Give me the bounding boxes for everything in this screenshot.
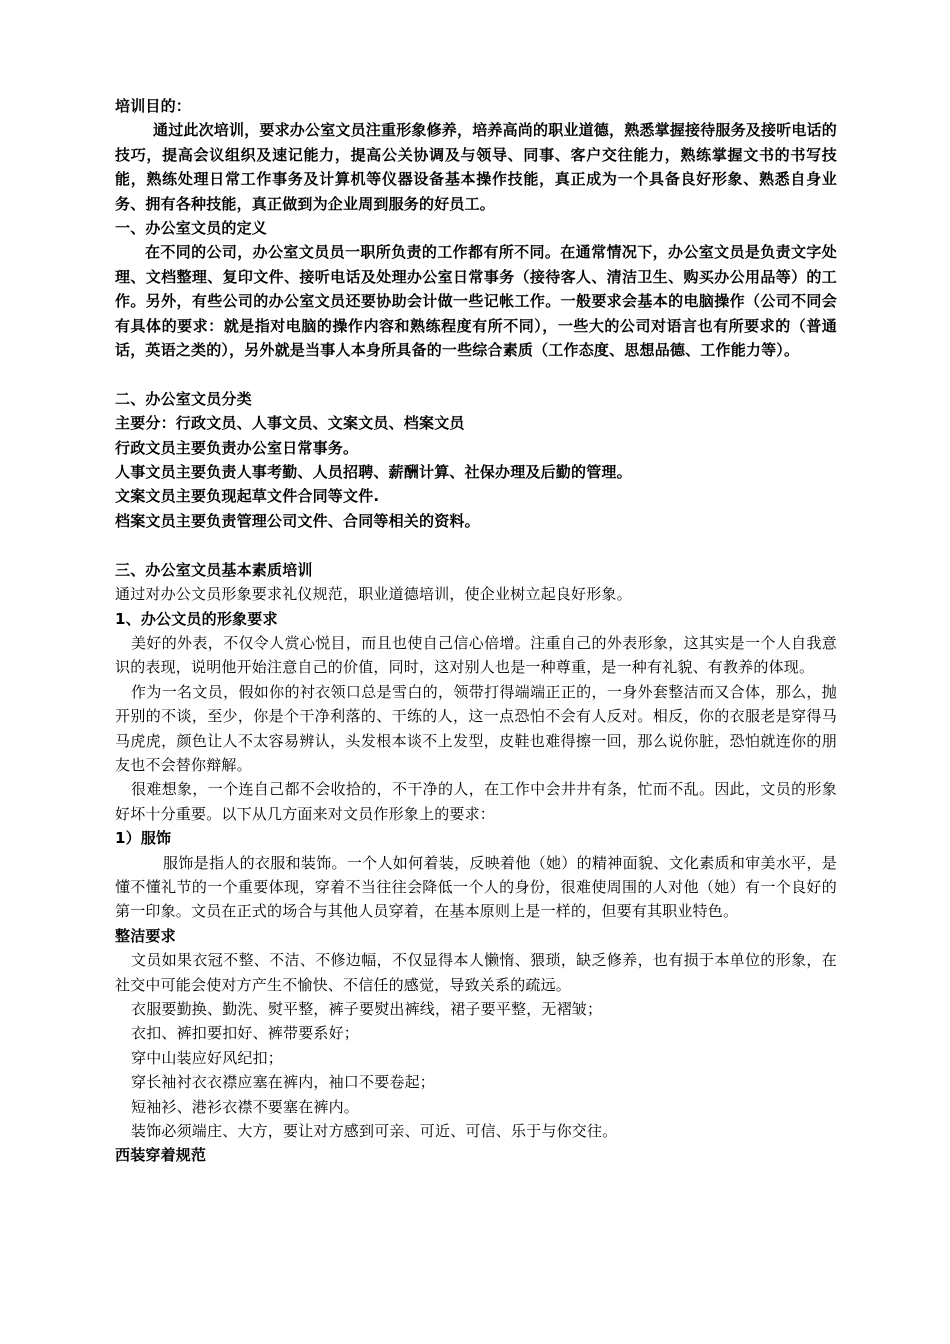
spacer bbox=[115, 362, 837, 386]
neatness-item: 装饰必须端庄、大方，要让对方感到可亲、可近、可信、乐于与你交往。 bbox=[131, 1122, 618, 1141]
section2-line: 行政文员主要负责办公室日常事务。 bbox=[115, 438, 359, 457]
image-para-3: 很难想象，一个连自己都不会收拾的，不干净的人，在工作中会井井有条，忙而不乱。因此，文员的形象好坏十分重要。以下从几方面来对文员作形象上的要求： bbox=[115, 780, 837, 823]
training-goal-heading: 培训目的： bbox=[115, 97, 192, 115]
section3-heading: 三、办公室文员基本素质培训 bbox=[115, 560, 313, 579]
neatness-item: 衣扣、裤扣要扣好、裤带要系好； bbox=[131, 1024, 360, 1043]
suit-heading: 西装穿着规范 bbox=[115, 1146, 207, 1165]
section2-line: 文案文员主要负现起草文件合同等文件. bbox=[115, 487, 380, 506]
image-para-1: 美好的外表，不仅令人赏心悦目，而且也使自己信心倍增。注重自己的外表形象，这其实是一个人自我意识的表现，说明他开始注意自己的价值，同时，这对别人也是一种尊重，是一种有礼貌、有教养的体现。 bbox=[115, 633, 837, 677]
section2-line: 主要分：行政文员、人事文员、文案文员、档案文员 bbox=[115, 414, 465, 433]
neatness-item: 穿长袖衬衣衣襟应塞在裤内，袖口不要卷起； bbox=[131, 1073, 436, 1092]
spacer bbox=[115, 533, 837, 557]
neatness-item: 穿中山装应好风纪扣； bbox=[131, 1048, 284, 1067]
dress-para: 服饰是指人的衣服和装饰。一个人如何着装，反映着他（她）的精神面貌、文化素质和审美水平，是懂不懂礼节的一个重要体现，穿着不当往往会降低一个人的身份，很难使周围的人对他（她）有一个良好的第一印象。文员在正式的场合与其他人员穿着，在基本原则上是一样的，但要有其职业特色。 bbox=[115, 853, 837, 921]
dress-heading: 1）服饰 bbox=[115, 829, 172, 848]
image-requirements-heading: 1、办公文员的形象要求 bbox=[115, 609, 278, 628]
section3-intro: 通过对办公文员形象要求礼仪规范，职业道德培训，使企业树立起良好形象。 bbox=[115, 585, 632, 604]
section2-line: 人事文员主要负责人事考勤、人员招聘、薪酬计算、社保办理及后勤的管理。 bbox=[115, 463, 632, 482]
training-goal-body: 通过此次培训，要求办公室文员注重形象修养，培养高尚的职业道德，熟悉掌握接待服务及接听电话的技巧，提高会议组织及速记能力，提高公关协调及与领导、同事、客户交往能力，熟练掌握文书的书写技能，熟练处理日常工作事务及计算机等仪器设备基本操作技能，真正成为一个具备良好形象、熟悉自身业务、拥有各种技能，真正做到为企业周到服务的好员工。 bbox=[115, 121, 838, 213]
section2-line: 档案文员主要负责管理公司文件、合同等相关的资料。 bbox=[115, 511, 480, 530]
section2-heading: 二、办公室文员分类 bbox=[115, 389, 252, 408]
section1-body: 在不同的公司，办公室文员员一职所负责的工作都有所不同。在通常情况下，办公室文员是负责文字处理、文档整理、复印文件、接听电话及处理办公室日常事务（接待客人、清洁卫生、购买办公用品等）的工作。另外，有些公司的办公室文员还要协助会计做一些记帐工作。一般要求会基本的电脑操作（公司不同会有具体的要求：就是指对电脑的操作内容和熟练程度有所不同），一些大的公司对语言也有所要求的（普通话，英语之类的），另外就是当事人本身所具备的一些综合素质（工作态度、思想品德、工作能力等）。 bbox=[115, 243, 837, 360]
document-body bbox=[115, 94, 837, 1168]
neatness-item: 短袖衫、港衫衣襟不要塞在裤内。 bbox=[131, 1097, 360, 1116]
neatness-para: 文员如果衣冠不整、不洁、不修边幅，不仅显得本人懒惰、猥琐，缺乏修养，也有损于本单位的形象，在社交中可能会使对方产生不愉快、不信任的感觉，导致关系的疏远。 bbox=[115, 951, 837, 994]
image-para-2: 作为一名文员，假如你的衬衣领口总是雪白的，领带打得端端正正的，一身外套整洁而又合体，那么，抛开别的不谈，至少，你是个干净利落的、干练的人，这一点恐怕不会有人反对。相反，你的衣服老是穿得马马虎虎，颜色让人不太容易辨认，头发根本谈不上发型，皮鞋也难得擦一回，那么说你脏，恐怕就连你的朋友也不会替你辩解。 bbox=[115, 682, 837, 774]
neatness-heading: 整洁要求 bbox=[115, 926, 176, 945]
neatness-item: 衣服要勤换、勤洗、熨平整，裤子要熨出裤线，裙子要平整，无褶皱； bbox=[131, 1000, 603, 1018]
section1-heading: 一、办公室文员的定义 bbox=[115, 219, 268, 238]
